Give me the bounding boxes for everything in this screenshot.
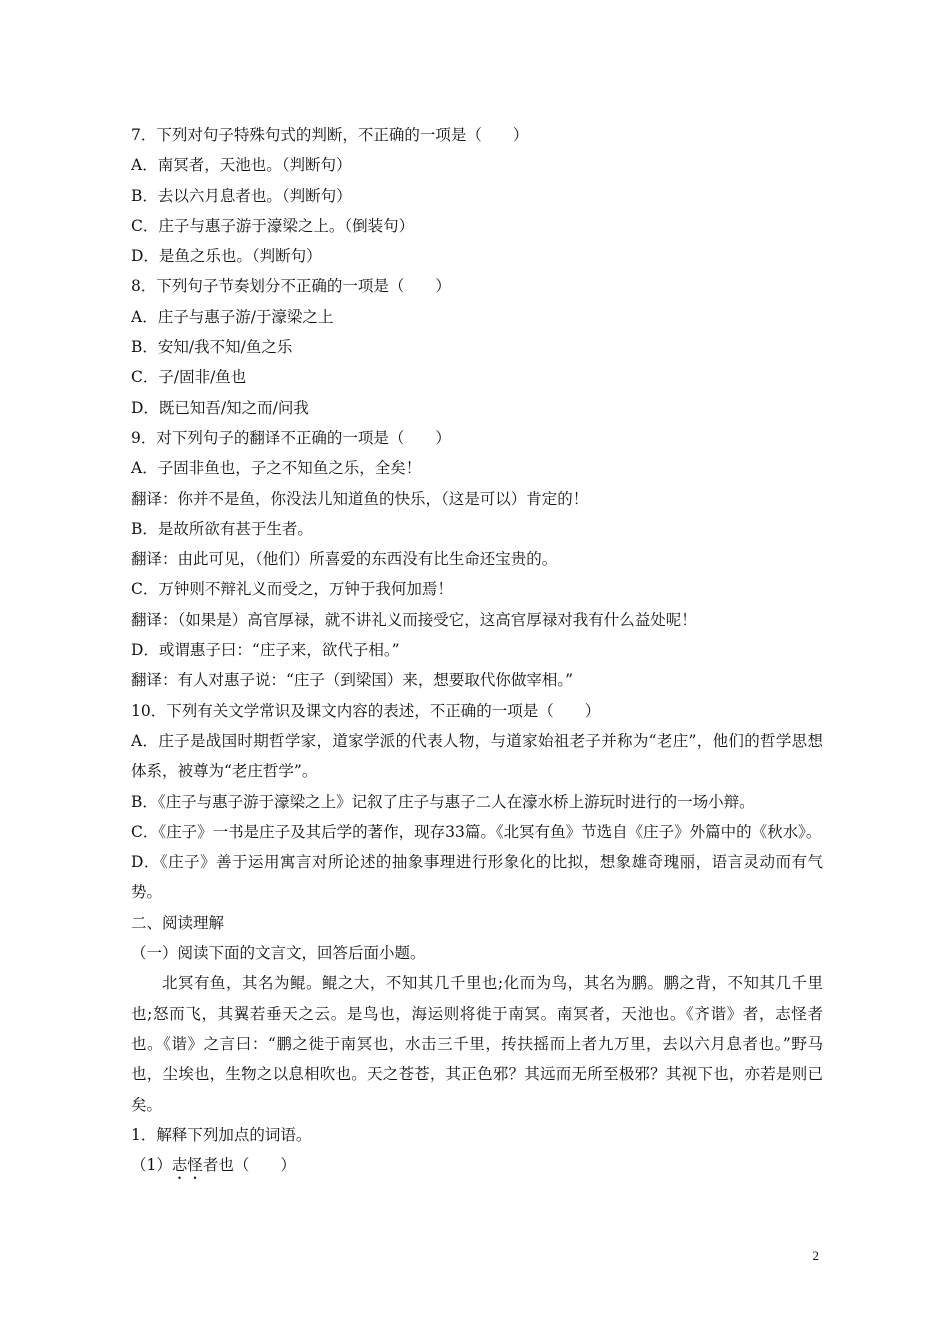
classical-passage: 北冥有鱼，其名为鲲。鲲之大，不知其几千里也;化而为鸟，其名为鹏。鹏之背，不知其几千里也;怒而飞，其翼若垂天之云。是鸟也，海运则将徙于南冥。南冥者，天池也。《齐谐》者，志怪者也。《谐》之言曰：“鹏之徙于南冥也，水击三千里，抟扶摇而上者九万里，去以六月息者也。”野马也，尘埃也，生物之以息相吹也。天之苍苍，其正色邪？其远而无所至极邪？其视下也，亦若是则已矣。 xyxy=(131,974,823,1114)
sub-question-1-item-1 xyxy=(131,1150,823,1183)
question-7-option-a: A．南冥者，天池也。（判断句） xyxy=(131,156,352,175)
question-8-option-d: D．既已知吾/知之而/问我 xyxy=(131,398,309,417)
item-number: （1） xyxy=(131,1156,172,1175)
question-9-option-b: B．是故所欲有甚于生者。 xyxy=(131,519,313,538)
question-9-stem: 9．对下列句子的翻译不正确的一项是（ ） xyxy=(131,428,451,447)
reading-part-instruction: （一）阅读下面的文言文，回答后面小题。 xyxy=(131,944,426,963)
question-9-option-d: D．或谓惠子曰：“庄子来，欲代子相。” xyxy=(131,641,400,660)
question-10-option-c: C．《庄子》一书是庄子及其后学的著作，现存33篇。《北冥有鱼》节选自《庄子》外篇中的《秋水》。 xyxy=(131,822,822,841)
question-9-option-c: C．万钟则不辩礼义而受之，万钟于我何加焉！ xyxy=(131,580,453,599)
question-7-option-d: D．是鱼之乐也。（判断句） xyxy=(131,247,322,266)
question-8-option-a: A．庄子与惠子游/于濠梁之上 xyxy=(131,307,334,326)
sub-question-1: 1．解释下列加点的词语。 xyxy=(131,1125,312,1144)
question-9-option-b-translation: 翻译：由此可见，（他们）所喜爱的东西没有比生命还宝贵的。 xyxy=(131,550,558,569)
question-8-option-b: B．安知/我不知/鱼之乐 xyxy=(131,338,293,357)
item-remainder: 者也（ ） xyxy=(202,1156,296,1175)
question-8-stem: 8．下列句子节奏划分不正确的一项是（ ） xyxy=(131,277,451,296)
question-9-option-c-translation: 翻译：（如果是）高官厚禄，就不讲礼义而接受它，这高官厚禄对我有什么益处呢！ xyxy=(131,610,697,629)
question-9-option-a: A．子固非鱼也，子之不知鱼之乐，全矣！ xyxy=(131,459,422,478)
question-7-stem: 7．下列对句子特殊句式的判断，不正确的一项是（ ） xyxy=(131,126,529,144)
question-7-option-b: B．去以六月息者也。（判断句） xyxy=(131,186,352,205)
question-10-option-b: B．《庄子与惠子游于濠梁之上》记叙了庄子与惠子二人在濠水桥上游玩时进行的一场小辩。 xyxy=(131,792,755,811)
page-number: 2 xyxy=(812,1248,819,1263)
question-9-option-a-translation: 翻译：你并不是鱼，你没法儿知道鱼的快乐，（这是可以）肯定的！ xyxy=(131,489,589,508)
question-9-option-d-translation: 翻译：有人对惠子说：“庄子（到梁国）来，想要取代你做宰相。” xyxy=(131,671,574,690)
section-heading: 二、阅读理解 xyxy=(131,913,225,932)
question-10-option-a: A．庄子是战国时期哲学家，道家学派的代表人物，与道家始祖老子并称为“老庄”，他们的哲学思想体系，被尊为“老庄哲学”。 xyxy=(131,731,823,781)
question-10-stem: 10．下列有关文学常识及课文内容的表述，不正确的一项是（ ） xyxy=(131,701,601,720)
document-body xyxy=(131,120,823,1183)
question-10-option-d: D．《庄子》善于运用寓言对所论述的抽象事理进行形象化的比拟，想象雄奇瑰丽，语言灵动而有气势。 xyxy=(131,853,823,902)
question-8-option-c: C．子/固非/鱼也 xyxy=(131,368,247,387)
question-7-option-c: C．庄子与惠子游于濠梁之上。（倒装句） xyxy=(131,216,415,235)
dotted-word-2: 怪 xyxy=(187,1156,203,1175)
dotted-word-1: 志 xyxy=(171,1156,188,1175)
